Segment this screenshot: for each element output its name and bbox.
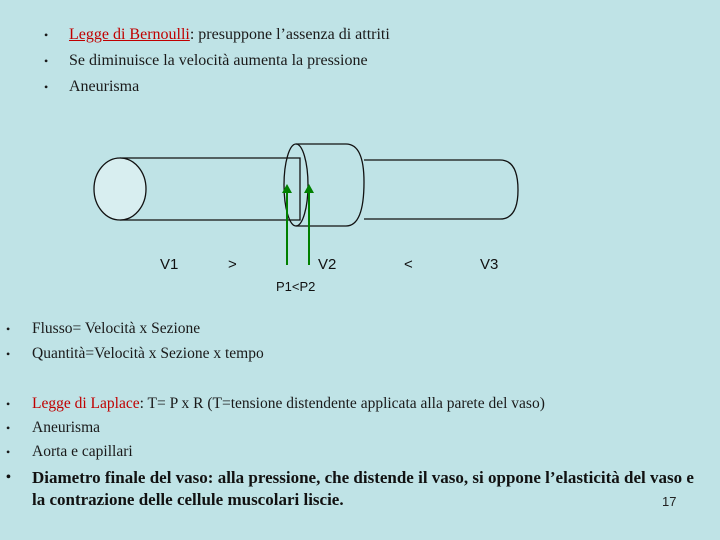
list-item-text: Se diminuisce la velocità aumenta la pressione <box>69 52 368 69</box>
bullet-marker: • <box>6 445 11 459</box>
list-item <box>6 417 545 441</box>
page-number: 17 <box>662 494 677 509</box>
bernoulli-text: : presuppone l’assenza di attriti <box>189 26 390 43</box>
label-v3: V3 <box>480 256 499 273</box>
list-item <box>6 393 545 417</box>
bullet-marker: • <box>44 54 49 68</box>
label-v2: V2 <box>318 256 337 273</box>
arrowhead-icon <box>304 184 314 193</box>
list-item <box>6 441 545 465</box>
list-item <box>6 318 264 343</box>
bullet-marker: • <box>44 80 49 94</box>
laplace-text: : T= P x R (T=tensione distendente applicata alla parete del vaso) <box>139 395 545 412</box>
label-pressure: P1<P2 <box>276 279 316 294</box>
bullet-marker: • <box>6 322 11 336</box>
left-tube-outline <box>120 158 300 220</box>
final-point-text: Diametro finale del vaso: alla pressione, che distende il vaso, si oppone l’elasticità del vaso e la contrazione delle cellule muscolari liscie. <box>32 468 694 509</box>
list-item-text: Flusso= Velocità x Sezione <box>32 320 201 337</box>
list-item-text: Quantità=Velocità x Sezione x tempo <box>32 345 264 362</box>
list-item-text: Aneurisma <box>32 419 101 436</box>
bullet-marker: • <box>6 347 11 361</box>
bullet-marker: • <box>44 28 49 42</box>
right-tube-outline <box>364 160 518 219</box>
final-bullet-point <box>6 467 706 511</box>
laplace-term: Legge di Laplace <box>32 395 140 412</box>
bullet-marker: • <box>6 421 11 435</box>
list-item <box>6 343 264 368</box>
left-tube-opening <box>94 158 146 220</box>
label-less-than: < <box>404 256 413 273</box>
bullet-marker: • <box>6 470 11 485</box>
list-item-text: Aorta e capillari <box>32 443 133 460</box>
list-item-text: Aneurisma <box>69 78 140 95</box>
laplace-bullet-list <box>6 393 545 465</box>
bernoulli-term: Legge di Bernoulli <box>69 26 190 43</box>
label-v1: V1 <box>160 256 179 273</box>
wide-section-outline <box>296 144 364 226</box>
flow-bullet-list <box>6 318 264 368</box>
label-greater-than: > <box>228 256 237 273</box>
bullet-marker: • <box>6 397 11 411</box>
